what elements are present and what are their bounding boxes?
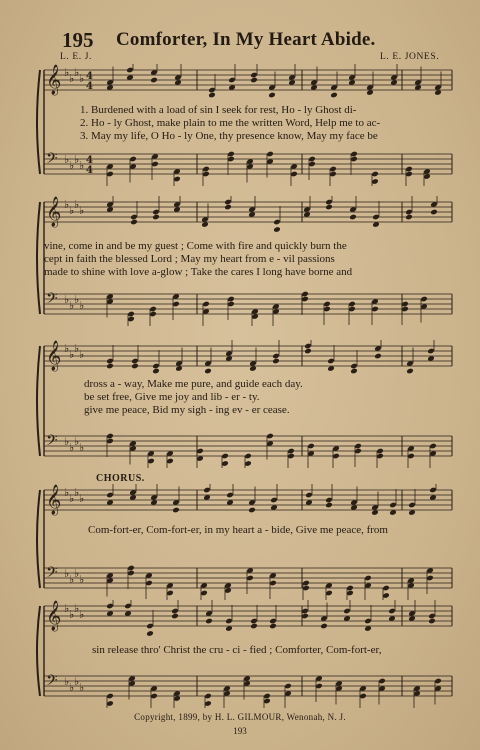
treble-clef-icon: 𝄞 xyxy=(46,341,62,371)
flat-icon: ♭ xyxy=(64,602,70,615)
flat-icon: ♭ xyxy=(79,492,85,505)
flat-icon: ♭ xyxy=(69,681,75,694)
note-head xyxy=(150,77,158,84)
flat-icon: ♭ xyxy=(64,198,70,211)
flat-icon: ♭ xyxy=(64,567,70,580)
note-head xyxy=(171,613,179,620)
flat-icon: ♭ xyxy=(69,608,75,621)
bass-clef-icon: 𝄢 xyxy=(46,290,58,311)
flat-icon: ♭ xyxy=(69,159,75,172)
note-head xyxy=(204,368,212,375)
time-signature: 4 xyxy=(86,165,93,176)
treble-clef-icon: 𝄞 xyxy=(46,485,62,515)
note-head xyxy=(250,77,258,84)
flat-icon: ♭ xyxy=(79,608,85,621)
note-head xyxy=(349,214,357,221)
music-system-1 xyxy=(0,64,480,186)
note-head xyxy=(152,368,160,375)
flat-icon: ♭ xyxy=(69,348,75,361)
lyric-verse-3: made to shine with love a-glow ; Take the cares I long have borne and xyxy=(44,266,353,278)
copyright-notice: Copyright, 1899, by H. L. GILMOUR, Wenonah, N. J. xyxy=(134,712,346,722)
lyric-verse-3: 3. May my life, O Ho - ly One, thy presence know, May my face be xyxy=(80,130,378,142)
hymn-number: 195 xyxy=(62,28,94,52)
note-head xyxy=(325,502,333,509)
treble-clef-icon: 𝄞 xyxy=(46,197,62,227)
flat-icon: ♭ xyxy=(79,159,85,172)
lyric-verse-2: 2. Ho - ly Ghost, make plain to me the written Word, Help me to ac- xyxy=(80,117,381,129)
flat-icon: ♭ xyxy=(79,573,85,586)
lyric-verse-1: vine, come in and be my guest ; Come with fire and quickly burn the xyxy=(44,240,347,252)
music-system-5 xyxy=(0,600,480,708)
note-head xyxy=(330,92,338,99)
note-head xyxy=(172,507,180,514)
flat-icon: ♭ xyxy=(79,348,85,361)
treble-clef-icon: 𝄞 xyxy=(46,65,62,95)
note-head xyxy=(374,353,382,360)
note-head xyxy=(428,618,436,625)
flat-icon: ♭ xyxy=(74,66,80,79)
flat-icon: ♭ xyxy=(74,567,80,580)
note-head xyxy=(406,368,414,375)
flat-icon: ♭ xyxy=(64,66,70,79)
lyric-verse-1: 1. Burdened with a load of sin I seek for rest, Ho - ly Ghost di- xyxy=(80,104,357,116)
lyric-verse-3: give me peace, Bid my sigh - ing ev - er cease. xyxy=(84,404,290,416)
treble-clef-icon: 𝄞 xyxy=(46,601,62,631)
music-notation-4 xyxy=(0,484,480,600)
flat-icon: ♭ xyxy=(69,492,75,505)
system-brace xyxy=(37,346,40,456)
system-brace xyxy=(37,606,40,696)
note-head xyxy=(224,204,232,211)
flat-icon: ♭ xyxy=(79,681,85,694)
system-brace xyxy=(37,490,40,588)
flat-icon: ♭ xyxy=(79,204,85,217)
system-brace xyxy=(37,202,40,314)
chorus-label: CHORUS. xyxy=(96,473,145,484)
music-system-3 xyxy=(0,340,480,468)
system-brace xyxy=(37,70,40,174)
flat-icon: ♭ xyxy=(74,602,80,615)
note-head xyxy=(152,214,160,221)
note-head xyxy=(131,363,139,370)
flat-icon: ♭ xyxy=(69,299,75,312)
flat-icon: ♭ xyxy=(74,486,80,499)
note-head xyxy=(304,348,312,355)
flat-icon: ♭ xyxy=(64,435,70,448)
note-head xyxy=(269,623,277,630)
note-head xyxy=(268,92,276,99)
flat-icon: ♭ xyxy=(69,441,75,454)
bass-clef-icon: 𝄢 xyxy=(46,564,58,585)
lyric-verse-2: be set free, Give me joy and lib - er - ty. xyxy=(84,391,260,403)
note-head xyxy=(250,623,258,630)
note-head xyxy=(272,358,280,365)
note-head xyxy=(273,226,281,233)
flat-icon: ♭ xyxy=(79,441,85,454)
flat-icon: ♭ xyxy=(69,573,75,586)
note-head xyxy=(325,204,333,211)
flat-icon: ♭ xyxy=(64,293,70,306)
flat-icon: ♭ xyxy=(74,675,80,688)
bass-clef-icon: 𝄢 xyxy=(46,150,58,171)
note-head xyxy=(106,363,114,370)
time-signature: 4 xyxy=(86,155,93,166)
note-head xyxy=(205,618,213,625)
flat-icon: ♭ xyxy=(74,435,80,448)
flat-icon: ♭ xyxy=(74,153,80,166)
flat-icon: ♭ xyxy=(64,342,70,355)
hymn-title: Comforter, In My Heart Abide. xyxy=(116,29,376,50)
bass-clef-icon: 𝄢 xyxy=(46,432,58,453)
flat-icon: ♭ xyxy=(74,198,80,211)
note-head xyxy=(208,92,216,99)
lyric-verse-1: dross a - way, Make me pure, and guide each day. xyxy=(84,378,303,390)
note-head xyxy=(350,368,358,375)
music-system-2 xyxy=(0,196,480,326)
lyric-chorus: sin release thro' Christ the cru - ci - fied ; Comforter, Com-fort-er, xyxy=(92,644,382,656)
flat-icon: ♭ xyxy=(74,342,80,355)
flat-icon: ♭ xyxy=(64,675,70,688)
time-signature: 4 xyxy=(86,81,93,92)
flat-icon: ♭ xyxy=(79,72,85,85)
music-system-4 xyxy=(0,484,480,600)
flat-icon: ♭ xyxy=(64,486,70,499)
flat-icon: ♭ xyxy=(64,153,70,166)
bass-clef-icon: 𝄢 xyxy=(46,672,58,693)
words-credit: L. E. J. xyxy=(60,52,92,62)
note-head xyxy=(248,507,256,514)
note-head xyxy=(430,209,438,216)
lyric-verse-2: cept in faith the blessed Lord ; May my heart from e - vil passions xyxy=(44,253,335,265)
flat-icon: ♭ xyxy=(69,72,75,85)
note-head xyxy=(320,623,328,630)
note-head xyxy=(130,219,138,226)
note-head xyxy=(146,630,154,637)
flat-icon: ♭ xyxy=(79,299,85,312)
music-credit: L. E. JONES. xyxy=(380,52,440,62)
flat-icon: ♭ xyxy=(74,293,80,306)
time-signature: 4 xyxy=(86,71,93,82)
page-number: 193 xyxy=(233,726,247,736)
lyric-chorus: Com-fort-er, Com-fort-er, in my heart a - bide, Give me peace, from xyxy=(88,524,388,536)
note-head xyxy=(405,214,413,221)
flat-icon: ♭ xyxy=(69,204,75,217)
